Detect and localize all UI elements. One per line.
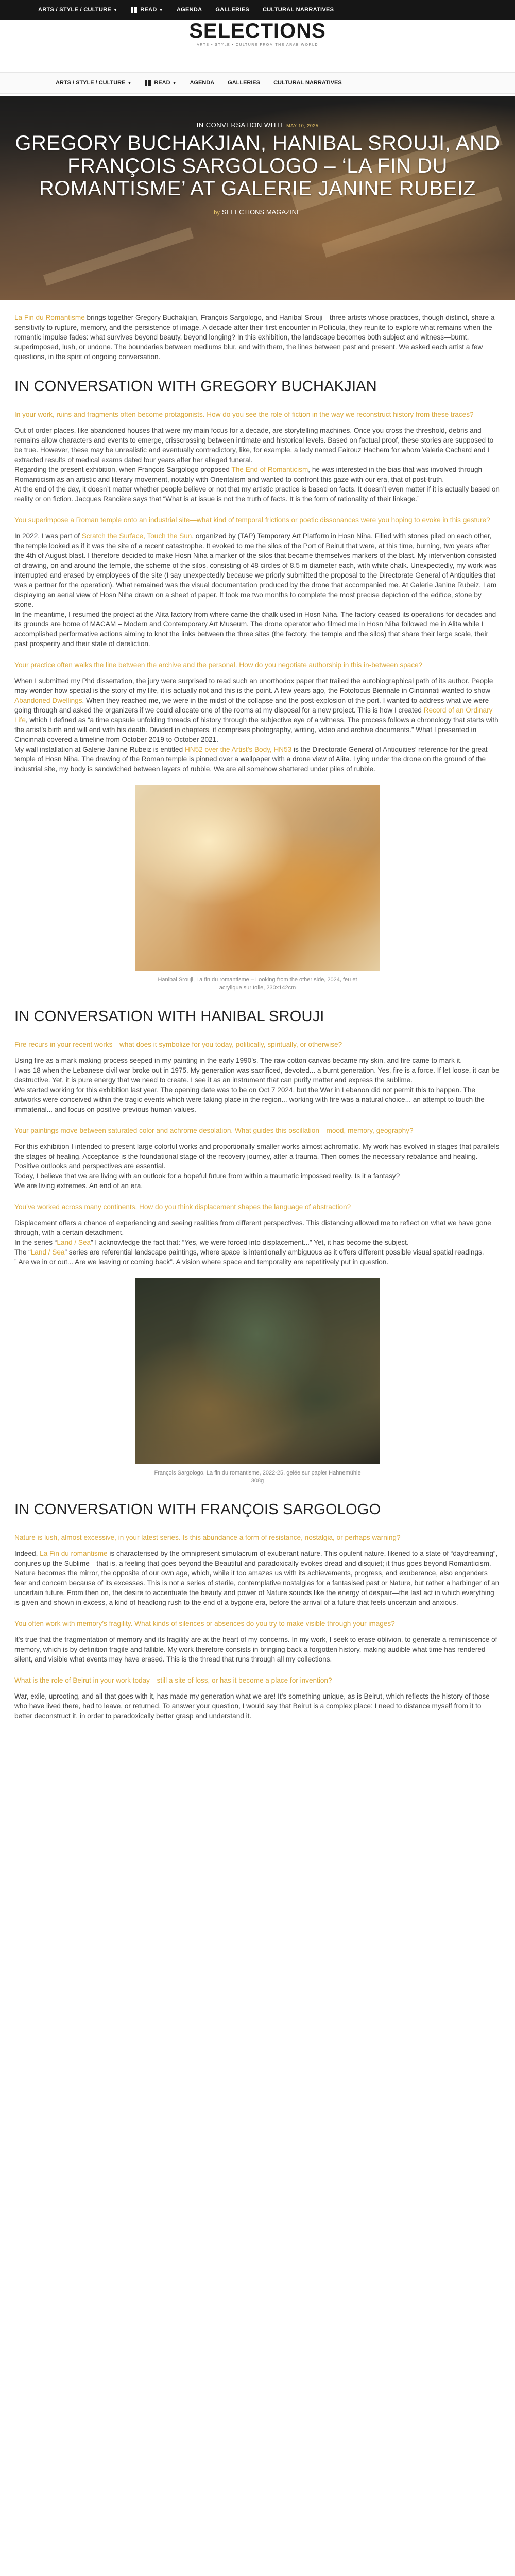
chevron-down-icon: ▼ — [113, 7, 118, 12]
publish-date: MAY 10, 2025 — [286, 123, 319, 128]
site-logo[interactable]: SELECTIONS — [189, 20, 326, 42]
answer — [14, 676, 501, 774]
section-title: IN CONVERSATION WITH GREGORY BUCHAKJIAN — [14, 378, 377, 395]
inline-link[interactable]: Abandoned Dwellings — [14, 697, 82, 704]
inline-link[interactable]: La Fin du Romantisme — [14, 314, 85, 321]
answer-paragraph: We are living extremes. An end of an era. — [14, 1182, 143, 1190]
book-icon — [145, 80, 151, 86]
question: You superimpose a Roman temple onto an industrial site—what kind of temporal frictions or poetic dissonances were you hoping to evoke in this gesture? — [14, 516, 490, 524]
subnav-galleries[interactable]: GALLERIES — [228, 80, 261, 86]
nav-cultural-narratives[interactable]: CULTURAL NARRATIVES — [263, 7, 334, 13]
nav-read[interactable]: READ ▼ — [131, 7, 163, 13]
answer-paragraph: When I submitted my Phd dissertation, the jury were surprised to read such an unorthodox paper that trailed the autobiographical path of its author. People may wonder how special is the story of my life, it is actually not and this is the point. A few years ago, the Fotofocus Biennale in Cincinnati wanted to show Abandoned Dwellings. When they reached me, we were in the midst of the collapse and the post-explosion of the port. I wanted to address what we were going through and asked the organizers if we could allocate one of the rooms at my disposal for a new project. This is how I created Record of an Ordinary Life, which I defined as “a time capsule unfolding threads of history through the subjective eye of a witness. The process follows a chronology that starts with the artist’s birth and will end with his death. Divided in chapters, it comprises photography, writing, video and archive documents.” What I presented in Cincinnati covered a timeline from October 2019 to October 2021. — [14, 677, 499, 743]
answer-paragraph: At the end of the day, it doesn’t matter whether people believe or not that my artistic practice is based on facts. It doesn’t even matter if it is actually based on reality or on fiction. Jacques Rancière says that “What is at issue is not the truth of facts. It is the form of rationality of their linkage.” — [14, 485, 500, 503]
secondary-nav-bar — [0, 72, 515, 94]
artwork-figure — [14, 785, 501, 992]
nav-arts-style-culture[interactable]: ARTS / STYLE / CULTURE ▼ — [38, 7, 118, 13]
article-body — [0, 313, 515, 1721]
nav-agenda[interactable]: AGENDA — [176, 7, 202, 13]
article-kicker — [0, 121, 515, 129]
inline-link[interactable]: HN52 over the Artist’s Body, HN53 — [184, 745, 292, 753]
subnav-read[interactable]: READ ▼ — [145, 80, 176, 86]
nav-galleries[interactable]: GALLERIES — [215, 7, 250, 13]
section-title: IN CONVERSATION WITH HANIBAL SROUJI — [14, 1008, 324, 1025]
answer — [14, 1549, 501, 1607]
answer-paragraph: In the meantime, I resumed the project at the Alita factory from where came the chalk used in Hosn Niha. The factory ceased its operations for decades and its grounds are home of MACAM – Modern and Contemporary Art Museum. The drone operator who filmed me in Hosn Niha followed me in Alita while I accomplished performative actions aiming to knot the links between the three sites (the factory, the temple and the silos) that share their large scale, their past prosperity and their state of dereliction. — [14, 611, 496, 648]
answer-paragraph: Indeed, La Fin du romantisme is characterised by the omnipresent simulacrum of exuberant nature. This opulent nature, likened to a state of “daydreaming”, conjures up the Sublime—that is, a feeling that goes beyond the Beautiful and paradoxically evokes dread and disquiet; it thus goes beyond Romanticism. Nature becomes the mirror, the opposite of our own age, which, while it too amazes us with its achievements, progress, and exuberance, also engenders fear and concern because of its excesses. This is not a series of sterile, contemplative nostalgias for a fantasised past or Nature, but rather a harbinger of an uncertain future. From then on, the desire to accentuate the beauty and power of Nature sounds like the energy of despair—the last act in which everything is given and shown in excess, a kind of headlong rush to the end of a bygone era, before the arrival of a future that feels uncertain and anxious. — [14, 1550, 500, 1606]
section-title: IN CONVERSATION WITH FRANÇOIS SARGOLOGO — [14, 1501, 381, 1518]
category-link[interactable]: IN CONVERSATION WITH — [196, 121, 283, 129]
chevron-down-icon: ▼ — [172, 80, 177, 86]
question: Your practice often walks the line between the archive and the personal. How do you negotiate authorship in this in-between space? — [14, 661, 423, 669]
answer — [14, 1635, 501, 1664]
article-hero — [0, 96, 515, 300]
book-icon — [131, 7, 137, 13]
logo-area — [0, 20, 515, 72]
artwork-image[interactable] — [135, 1278, 380, 1464]
inline-link[interactable]: Land / Sea — [57, 1239, 91, 1246]
answer — [14, 1691, 501, 1721]
article-title: GREGORY BUCHAKJIAN, HANIBAL SROUJI, AND FRANÇOIS SARGOLOGO – ‘LA FIN DU ROMANTISME’ AT GALERIE JANINE RUBEIZ — [15, 132, 500, 200]
inline-link[interactable]: La Fin du romantisme — [40, 1550, 108, 1557]
answer-paragraph: It’s true that the fragmentation of memory and its fragility are at the heart of my concerns. In my work, I seek to erase oblivion, to generate a reminiscence of memory, which is by definition fragile and fallible. My work therefore consists in bringing back a forgotten history, making audible what time has rendered silent, and visible what events may have erased. This is the thread that runs through all my collections. — [14, 1636, 497, 1663]
chevron-down-icon: ▼ — [127, 80, 132, 86]
question: In your work, ruins and fragments often become protagonists. How do you see the role of fiction in the way we reconstruct history from these traces? — [14, 411, 474, 418]
question: Fire recurs in your recent works—what does it symbolize for you today, politically, spiritually, or otherwise? — [14, 1041, 342, 1048]
figure-caption: Hanibal Srouji, La fin du romantisme – Looking from the other side, 2024, feu et acrylique sur toile, 230x142cm — [158, 977, 357, 991]
question: What is the role of Beirut in your work today—still a site of loss, or has it become a place for invention? — [14, 1676, 332, 1684]
answer-paragraph: Regarding the present exhibition, when François Sargologo proposed The End of Romanticism, he was interested in the bias that was involved through Romanticism as an artistic and literary movement, notably with Orientalism and wanted to confront this gaze with our era, that of post-truth. — [14, 466, 483, 483]
author-link[interactable]: SELECTIONS MAGAZINE — [221, 208, 301, 216]
inline-link[interactable]: The End of Romanticism — [231, 466, 308, 473]
answer-paragraph: Displacement offers a chance of experiencing and seeing realities from different perspectives. This distancing allowed me to reflect on what we have gone through, with a certain detachment. — [14, 1219, 491, 1236]
answer-paragraph: War, exile, uprooting, and all that goes with it, has made my generation what we are! It’s something unique, as is Beirut, which reflects the history of those who have lived there, had to leave, or returned. To answer your question, I would say that Beirut is a complex place: I need to distance myself from it to better deconstruct it, in order to paradoxically better grasp and understand it. — [14, 1692, 490, 1720]
question: You often work with memory’s fragility. What kinds of silences or absences do you try to make visible through your images? — [14, 1620, 395, 1628]
subnav-arts-style-culture[interactable]: ARTS / STYLE / CULTURE ▼ — [56, 80, 132, 86]
answer — [14, 426, 501, 504]
question: Nature is lush, almost excessive, in your latest series. Is this abundance a form of resistance, nostalgia, or perhaps warning? — [14, 1534, 401, 1541]
byline: by SELECTIONS MAGAZINE — [214, 208, 301, 216]
site-tagline: ARTS • STYLE • CULTURE FROM THE ARAB WORLD — [197, 43, 318, 47]
answer-paragraph: I was 18 when the Lebanese civil war broke out in 1975. My generation was sacrificed, devoted... a burnt generation. Yes, fire is a force. If let loose, it can be destructive. Yet, it is pure energy that we need to create. I see it as an instrument that can purify matter and express the sublime. — [14, 1066, 500, 1084]
artwork-figure — [14, 1278, 501, 1485]
answer-paragraph: My wall installation at Galerie Janine Rubeiz is entitled HN52 over the Artist’s Body, HN53 is the Directorate General of Antiquities’ reference for the great temple of Hosn Niha. The drawing of the Roman temple is pinned over a wallpaper with a drone view of Alita. Lying under the drone on the ground of the industrial site, my body is sandwiched between layers of rubble. We are all somehow shattered under piles of rubble. — [14, 745, 488, 773]
answer — [14, 531, 501, 649]
question: You’ve worked across many continents. How do you think displacement shapes the language of abstraction? — [14, 1203, 351, 1211]
figure-caption: François Sargologo, La fin du romantisme, 2022-25, gelée sur papier Hahnemühle 308g — [154, 1470, 361, 1484]
answer-paragraph: Today, I believe that we are living with an outlook for a hopeful future from within a traumatic impossed reality. Is it a fantasy? — [14, 1172, 400, 1180]
inline-link[interactable]: Record of an Ordinary Life — [14, 706, 493, 724]
question: Your paintings move between saturated color and achrome desolation. What guides this oscillation—mood, memory, geography? — [14, 1127, 414, 1134]
intro-paragraph: La Fin du Romantisme brings together Gregory Buchakjian, François Sargologo, and Hanibal Srouji—three artists whose practices, though distinct, share a sensitivity to rupture, memory, and the persistence of image. A decade after their first encounter in Pollicula, they reunite to explore what remains when the romantic impulse fades: what survives beyond beauty, beyond longing? In this exhibition, the landscape becomes both subject and witness—burnt, superimposed, lush, or undone. The boundaries between mediums blur, and with them, the lines between past and present. We asked each artist a few questions, in the spirit of ongoing conversation. — [14, 314, 495, 361]
answer — [14, 1142, 501, 1191]
answer-paragraph: ” Are we in or out... Are we leaving or coming back”. A vision where space and temporality are repetitively put in question. — [14, 1258, 389, 1266]
answer-paragraph: Using fire as a mark making process seeped in my painting in the early 1990’s. The raw cotton canvas became my skin, and fire came to mark it. — [14, 1057, 462, 1064]
answer-paragraph: The “Land / Sea” series are referential landscape paintings, where space is intentionally ambiguous as it offers different possible visual spatial readings. — [14, 1248, 484, 1256]
answer — [14, 1056, 501, 1114]
answer-paragraph: In the series “Land / Sea” I acknowledge the fact that: “Yes, we were forced into displacement...” Yet, it has become the subject. — [14, 1239, 409, 1246]
answer-paragraph: In 2022, I was part of Scratch the Surface, Touch the Sun, organized by (TAP) Temporary Art Platform in Hosn Niha. Filled with stones piled on each other, the temple looked as if it was the site of a recent catastrophe. It evoked to me the silos of the Port of Beirut that were, at this time, burning, two years after the 4th of August blast. I therefore decided to make Hosn Niha a marker of the silos that became themselves markers of the blast. My intervention consisted of drawing, on and around the temple, the scheme of the silos, consisting of 48 circles of 8.5 m diameter each, with white chalk. Unexpectedly, my work was interrupted and erased by employees of the site (I say unexpectedly because we priorly submitted the proposal to the Directorate General of Antiquities that was a partner for the operation). What remained was the visual documentation produced by the drone that accompanied me. At Galerie Janine Rubeiz, I am displaying an aerial view of Hosn Niha drawn on a sheet of paper. It took me two months to complete the most precise depiction of the edifice, stone by stone. — [14, 532, 497, 608]
top-nav-bar — [0, 0, 515, 20]
subnav-cultural-narratives[interactable]: CULTURAL NARRATIVES — [273, 80, 342, 86]
answer-paragraph: For this exhibition I intended to present large colorful works and proportionally smaller works almost achromatic. My work has evolved in stages that parallels the stages of healing. Acceptance is the foundational stage of the recovery journey, after a trauma. Then comes the necessary rebalance and healing. Positive outlooks and perspectives are essential. — [14, 1143, 500, 1170]
subnav-agenda[interactable]: AGENDA — [190, 80, 215, 86]
inline-link[interactable]: Scratch the Surface, Touch the Sun — [81, 532, 192, 540]
artwork-image[interactable] — [135, 785, 380, 971]
inline-link[interactable]: Land / Sea — [30, 1248, 65, 1256]
chevron-down-icon: ▼ — [159, 7, 163, 12]
answer-paragraph: We started working for this exhibition last year. The opening date was to be on Oct 7 2024, but the War in Lebanon did not permit this to happen. The artworks were conceived within the tragic events which were taking place in the region... working with fire was a natural choice... an attempt to touch the immaterial... and focus on positive previous human values. — [14, 1086, 485, 1113]
answer — [14, 1218, 501, 1267]
answer-paragraph: Out of order places, like abandoned houses that were my main focus for a decade, are storytelling machines. Once you cross the threshold, debris and remains allow characters and events to emerge, crisscrossing between intimate and historical levels. Based on factual proof, these stories are supposed to be true. However, these may be unrealistic and eventually contradictory, like, for example, a lady named Fairouz Hachem for whom Valerie Cachard and I extracted results of medical exams dated four years after her alleged funeral. — [14, 427, 494, 464]
